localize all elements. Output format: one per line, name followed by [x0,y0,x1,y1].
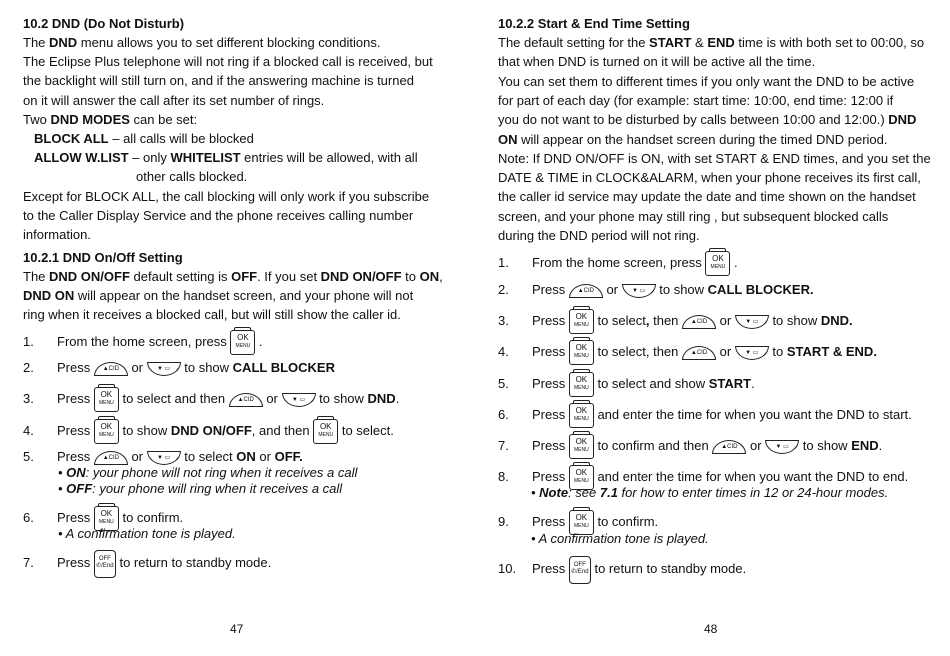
up-cid-key-icon: ▲CID [94,451,128,465]
down-phonebook-key-icon: ▼ ▭ [147,451,181,465]
step-number: 9. [498,514,509,529]
step-text: Press OFF ✆/End to return to standby mode. [57,555,271,570]
ok-menu-key-icon: OK MENU [569,510,594,535]
down-phonebook-key-icon: ▼ ▭ [735,315,769,329]
bullet-item: • ON: your phone will not ring when it receives a call [58,465,358,480]
body-text-line: ALLOW W.LIST – only WHITELIST entries will be allowed, with all [34,150,418,166]
body-text-line: The default setting for the START & END time is with both set to 00:00, so [498,35,925,50]
bullet-item: • Note: see 7.1 for how to enter times in 12 or 24-hour modes. [531,485,889,500]
step-item [23,355,335,381]
ok-menu-key-icon: OK MENU [569,434,594,459]
ok-menu-key-icon: OK MENU [705,251,730,276]
step-item [498,250,738,276]
section-heading: 10.2 DND (Do Not Disturb) [23,16,185,31]
step-number: 1. [498,255,509,270]
step-text: Press OK MENU and enter the time for when you want the DND to end. [532,469,908,484]
ok-menu-key-icon: OK MENU [569,309,594,334]
step-text: Press ▲CID or ▼ ▭ to select ON or OFF. [57,449,303,464]
step-item [23,386,399,412]
body-text-line: on it will answer the call after its set number of rings. [23,92,325,108]
up-cid-key-icon: ▲CID [712,440,746,454]
down-phonebook-key-icon: ▼ ▭ [147,362,181,376]
step-text: Press OK MENU to select and show START. [532,376,755,391]
body-text-line: to the Caller Display Service and the phone receives calling number [23,207,414,223]
step-item [23,550,271,578]
body-text-line: Two DND MODES can be set: [23,111,198,127]
off-end-key-icon: OFF ✆/End [94,550,116,578]
body-text-line: ON will appear on the handset screen during the timed DND period. [498,131,888,147]
step-number: 7. [498,438,509,453]
body-text-line: information. [23,227,91,242]
ok-menu-key-icon: OK MENU [94,387,119,412]
step-item [498,371,755,397]
step-text: From the home screen, press OK MENU . [532,255,738,270]
step-number: 3. [23,391,34,406]
page-number: 48 [704,622,718,636]
step-text: Press OK MENU to select and then ▲CID or ▼ ▭ to show DND. [57,391,399,406]
step-text: Press OK MENU and enter the time for when you want the DND to start. [532,407,912,422]
down-phonebook-key-icon: ▼ ▭ [622,284,656,298]
step-number: 6. [498,407,509,422]
body-text-line: screen, and your phone may still ring , but subsequent blocked calls [498,208,889,224]
ok-menu-key-icon: OK MENU [569,403,594,428]
step-item [498,402,912,428]
step-text: Press OK MENU to show DND ON/OFF, and then OK MENU to select. [57,423,394,438]
subsection-heading: 10.2.1 DND On/Off Setting [23,250,183,265]
ok-menu-key-icon: OK MENU [94,419,119,444]
body-text-line: the backlight will still turn on, and if the answering machine is turned [23,73,414,89]
body-text-line: other calls blocked. [136,169,248,185]
down-phonebook-key-icon: ▼ ▭ [282,393,316,407]
body-text-line: The Eclipse Plus telephone will not ring if a blocked call is received, but [23,54,433,70]
step-number: 8. [498,469,509,484]
body-text-line: The DND ON/OFF default setting is OFF. If you set DND ON/OFF to ON, [23,269,443,284]
step-number: 10. [498,561,517,577]
step-text: Press OK MENU to confirm. [532,514,658,529]
step-number: 4. [23,423,34,438]
body-text-line: DATE & TIME in CLOCK&ALARM, when your phone receives its first call, [498,170,921,186]
ok-menu-key-icon: OK MENU [313,419,338,444]
step-number: 1. [23,334,34,349]
down-phonebook-key-icon: ▼ ▭ [765,440,799,454]
body-text-line: Note: If DND ON/OFF is ON, with set START & END times, and you set the [498,150,931,166]
step-number: 5. [498,376,509,391]
down-phonebook-key-icon: ▼ ▭ [735,346,769,360]
step-item [498,433,882,459]
ok-menu-key-icon: OK MENU [569,372,594,397]
body-text-line: during the DND period will not ring. [498,228,700,243]
step-number: 3. [498,313,509,328]
step-text: Press ▲CID or ▼ ▭ to show CALL BLOCKER. [532,282,814,297]
step-number: 4. [498,344,509,359]
step-number: 2. [498,282,509,297]
step-item [498,308,853,334]
step-text: Press OK MENU to select, then ▲CID or ▼ ▭ to START & END. [532,344,877,359]
step-item [498,556,746,584]
body-text-line: Except for BLOCK ALL, the call blocking will only work if you subscribe [23,188,430,204]
body-text-line: BLOCK ALL – all calls will be blocked [34,131,254,146]
step-text: Press OK MENU to confirm. [57,510,183,525]
up-cid-key-icon: ▲CID [569,284,603,298]
ok-menu-key-icon: OK MENU [569,465,594,490]
step-number: 7. [23,555,34,571]
step-item [23,329,263,355]
right-page [475,0,950,656]
bullet-item: • A confirmation tone is played. [58,526,236,541]
body-text-line: You can set them to different times if you only want the DND to be active [498,73,915,89]
body-text-line: ring when it receives a blocked call, but will still show the caller id. [23,307,401,323]
bullet-item: • OFF: your phone will ring when it receives a call [58,481,343,496]
step-item [498,339,877,365]
step-text: From the home screen, press OK MENU . [57,334,263,349]
ok-menu-key-icon: OK MENU [230,330,255,355]
step-text: Press OFF ✆/End to return to standby mode. [532,561,746,576]
step-number: 6. [23,510,34,525]
step-number: 2. [23,360,34,375]
subsection-heading: 10.2.2 Start & End Time Setting [498,16,690,31]
step-number: 5. [23,449,34,464]
up-cid-key-icon: ▲CID [682,315,716,329]
ok-menu-key-icon: OK MENU [94,506,119,531]
body-text-line: for part of each day (for example: start time: 10:00, end time: 12:00 if [498,92,894,108]
page-number: 47 [230,622,244,636]
step-text: Press ▲CID or ▼ ▭ to show CALL BLOCKER [57,360,335,375]
up-cid-key-icon: ▲CID [229,393,263,407]
body-text-line: you do not want to be disturbed by calls between 10:00 and 12:00.) DND [498,112,917,128]
step-text: Press OK MENU to confirm and then ▲CID or ▼ ▭ to show END. [532,438,882,453]
body-text-line: DND ON will appear on the handset screen, and your phone will not [23,288,414,304]
step-item [23,418,394,444]
body-text-line: The DND menu allows you to set different blocking conditions. [23,35,381,50]
off-end-key-icon: OFF ✆/End [569,556,591,584]
ok-menu-key-icon: OK MENU [569,340,594,365]
up-cid-key-icon: ▲CID [94,362,128,376]
bullet-item: • A confirmation tone is played. [531,531,709,546]
step-text: Press OK MENU to select, then ▲CID or ▼ ▭ to show DND. [532,313,853,328]
up-cid-key-icon: ▲CID [682,346,716,360]
body-text-line: that when DND is turned on it will be active all the time. [498,54,816,70]
body-text-line: the caller id service may update the date and time shown on the handset [498,189,916,205]
step-item [498,277,814,303]
